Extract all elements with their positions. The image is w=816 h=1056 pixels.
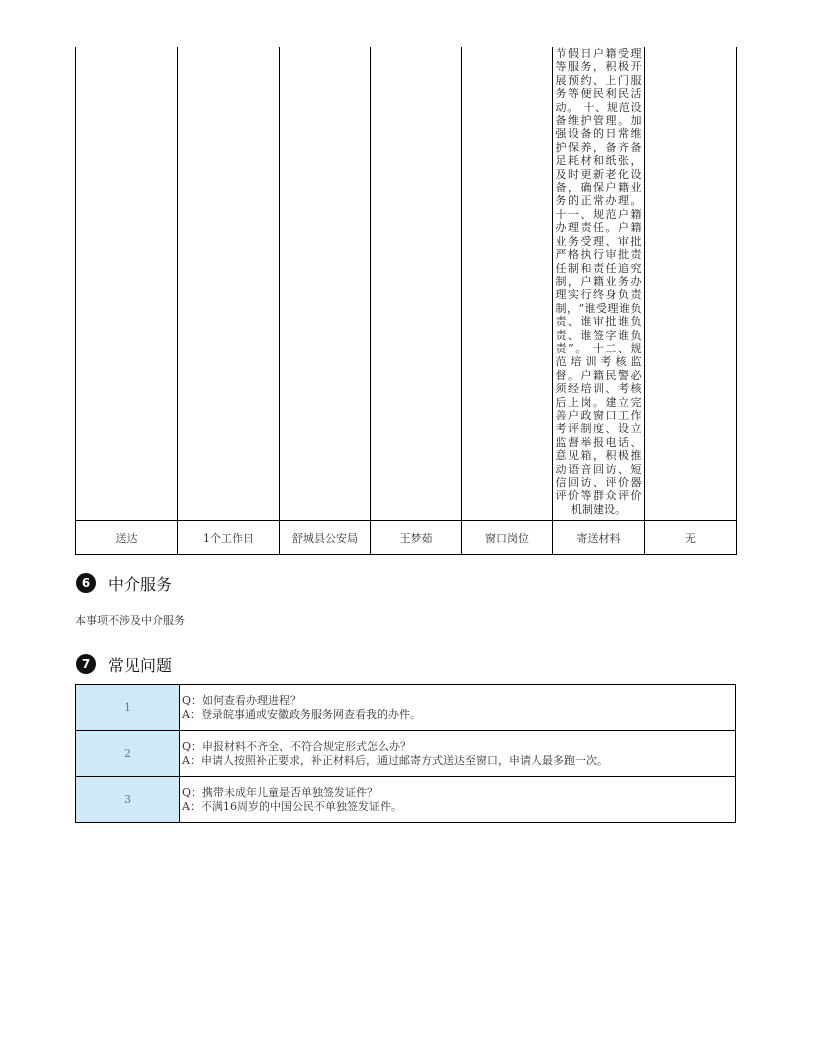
time-limit-cell: 1个工作日: [178, 521, 280, 555]
faq-content: [180, 731, 736, 777]
faq-question: Q：申报材料不齐全、不符合规定形式怎么办？: [182, 739, 412, 753]
faq-answer: A：登录皖事通或安徽政务服务网查看我的办件。: [182, 707, 421, 721]
empty-cell: [645, 47, 737, 521]
section-heading-intermediary: [76, 572, 172, 594]
faq-number: 3: [76, 777, 180, 823]
faq-question: Q：携带未成年儿童是否单独签发证件？: [182, 785, 379, 799]
faq-number: 2: [76, 731, 180, 777]
section-title: 中介服务: [108, 574, 173, 594]
process-description-row: [76, 47, 737, 521]
faq-answer: A：申请人按照补正要求，补正材料后，通过邮寄方式送达至窗口，申请人最多跑一次。: [182, 753, 608, 767]
faq-content: [180, 777, 736, 823]
department-cell: 舒城县公安局: [280, 521, 371, 555]
empty-cell: [371, 47, 462, 521]
empty-cell: [76, 47, 178, 521]
remark-cell: 无: [645, 521, 737, 555]
step-cell: 送达: [76, 521, 178, 555]
faq-question: Q：如何查看办理进程？: [182, 693, 302, 707]
empty-cell: [462, 47, 553, 521]
intermediary-note: 本事项不涉及中介服务: [75, 614, 185, 627]
section-number-badge: 7: [76, 654, 96, 674]
table-row: [76, 521, 737, 555]
standards-description-cell: [553, 47, 645, 521]
materials-cell: 寄送材料: [553, 521, 645, 555]
empty-cell: [178, 47, 280, 521]
faq-row: [76, 731, 736, 777]
faq-row: [76, 685, 736, 731]
section-heading-faq: [76, 653, 172, 675]
faq-table: [75, 684, 736, 823]
standards-description-text: 节假日户籍受理等服务，积极开展预约、上门服务等便民利民活动。 十、规范设备维护管理。加强设备的日常维护保养，备齐备足耗材和纸张，及时更新老化设备，确保户籍业务的正常办理。 十一、规范户籍办理责任。户籍业务受理、审批严格执行审批责任制和责任追究制，户籍业务办理实行终身负责制，“谁受理谁负责、谁审批谁负责、谁签字谁负责”。 十二、规范培训考核监督。户籍民警必须经培训、考核后上岗。建立完善户政窗口工作考评制度、设立监督举报电话、意见箱，积极推动语音回访、短信回访、评价器评价等群众评价机制建设。: [555, 47, 642, 516]
person-cell: 王梦茹: [371, 521, 462, 555]
faq-row: [76, 777, 736, 823]
process-table: [75, 47, 737, 555]
section-title: 常见问题: [108, 655, 173, 675]
empty-cell: [280, 47, 371, 521]
section-number-badge: 6: [76, 573, 96, 593]
faq-number: 1: [76, 685, 180, 731]
faq-content: [180, 685, 736, 731]
faq-answer: A：不满16周岁的中国公民不单独签发证件。: [182, 799, 402, 813]
position-cell: 窗口岗位: [462, 521, 553, 555]
